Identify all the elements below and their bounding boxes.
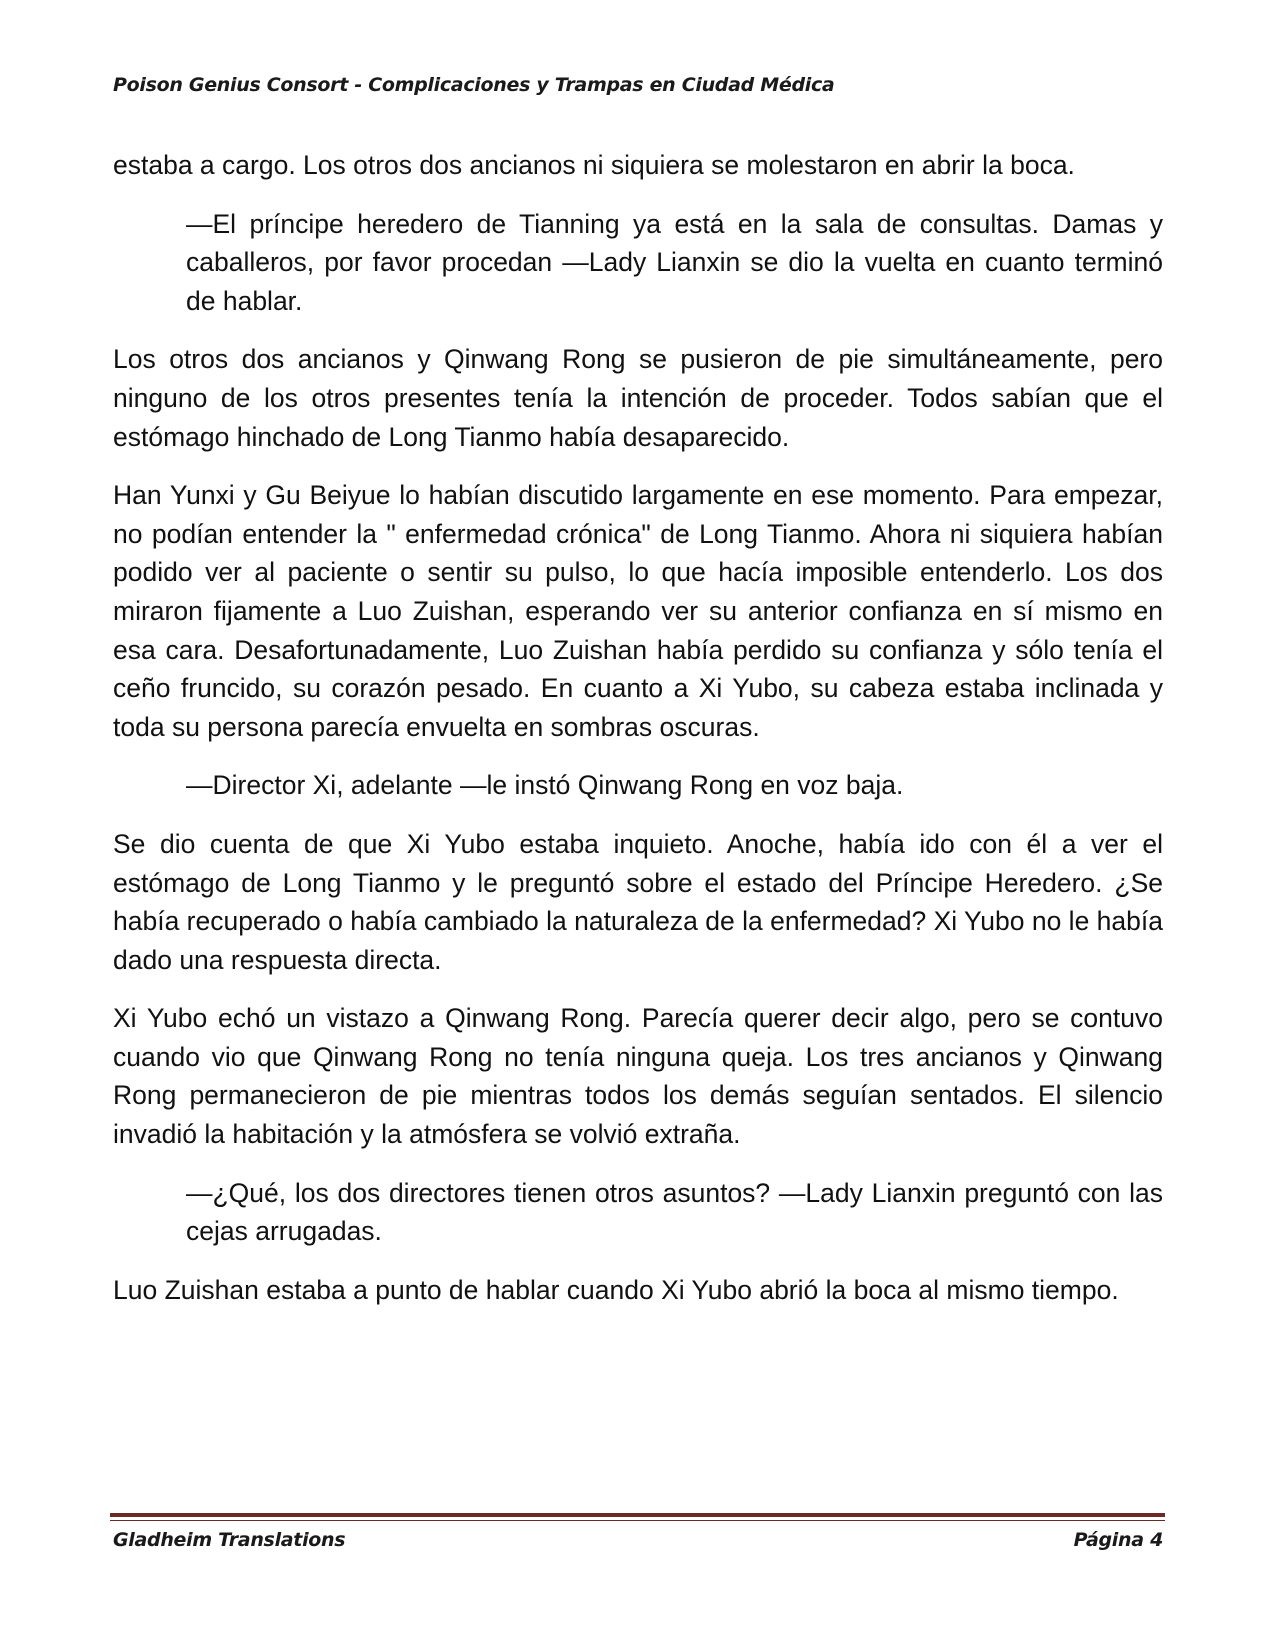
- paragraph: Han Yunxi y Gu Beiyue lo habían discutido largamente en ese momento. Para empezar, no podían entender la " enfermedad crónica" de Long Tianmo. Ahora ni siquiera habían podido ver al paciente o sentir su pulso, lo que hacía imposible entenderlo. Los dos miraron fijamente a Luo Zuishan, esperando ver su anterior confianza en sí mismo en esa cara. Desafortunadamente, Luo Zuishan había perdido su confianza y sólo tenía el ceño fruncido, su corazón pesado. En cuanto a Xi Yubo, su cabeza estaba inclinada y toda su persona parecía envuelta en sombras oscuras.: [113, 480, 1163, 742]
- dialogue-paragraph: —Director Xi, adelante —le instó Qinwang Rong en voz baja.: [186, 770, 904, 801]
- body-text: [113, 146, 1163, 1329]
- dialogue-paragraph: —El príncipe heredero de Tianning ya está en la sala de consultas. Damas y caballeros, por favor procedan —Lady Lianxin se dio la vuelta en cuanto terminó de hablar.: [186, 208, 1163, 316]
- paragraph: Luo Zuishan estaba a punto de hablar cuando Xi Yubo abrió la boca al mismo tiempo.: [113, 1274, 1119, 1305]
- paragraph: estaba a cargo. Los otros dos ancianos ni siquiera se molestaron en abrir la boca.: [113, 150, 1075, 180]
- paragraph: Los otros dos ancianos y Qinwang Rong se pusieron de pie simultáneamente, pero ninguno de los otros presentes tenía la intención de proceder. Todos sabían que el estómago hinchado de Long Tianmo había desaparecido.: [113, 344, 1163, 452]
- paragraph: Xi Yubo echó un vistazo a Qinwang Rong. Parecía querer decir algo, pero se contuvo cuando vio que Qinwang Rong no tenía ninguna queja. Los tres ancianos y Qinwang Rong permanecieron de pie mientras todos los demás seguían sentados. El silencio invadió la habitación y la atmósfera se volvió extraña.: [113, 1003, 1163, 1150]
- footer-rule-thin: [110, 1520, 1165, 1521]
- dialogue-paragraph: —¿Qué, los dos directores tienen otros asuntos? —Lady Lianxin preguntó con las cejas arrugadas.: [186, 1177, 1163, 1247]
- footer-publisher: Gladheim Translations: [113, 1529, 346, 1551]
- page-header: Poison Genius Consort - Complicaciones y Trampas en Ciudad Médica: [113, 74, 835, 96]
- footer-page-number: Página 4: [1073, 1529, 1163, 1551]
- footer-rule: [110, 1513, 1165, 1517]
- paragraph: Se dio cuenta de que Xi Yubo estaba inquieto. Anoche, había ido con él a ver el estómago de Long Tianmo y le preguntó sobre el estado del Príncipe Heredero. ¿Se había recuperado o había cambiado la naturaleza de la enfermedad? Xi Yubo no le había dado una respuesta directa.: [113, 828, 1163, 975]
